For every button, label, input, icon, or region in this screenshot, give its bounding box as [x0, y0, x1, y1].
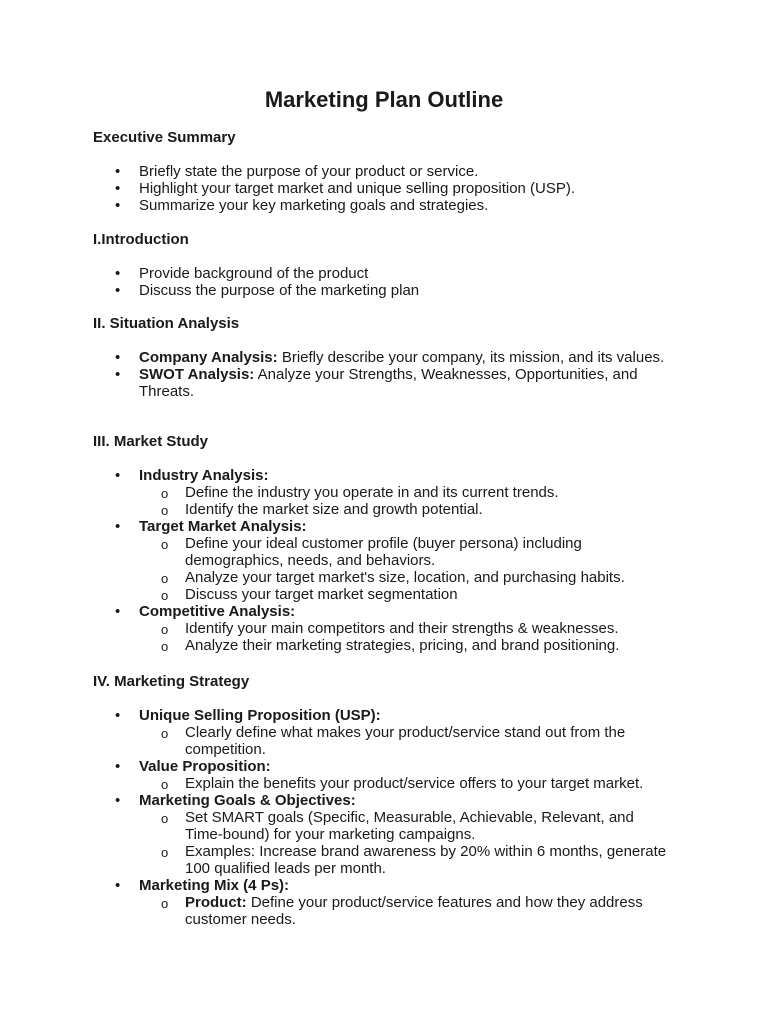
bullet-icon: • [115, 349, 121, 366]
sub-list-item: o Set SMART goals (Specific, Measurable, Achievable, Relevant, and Time-bound) for your marketing campaigns. [161, 809, 634, 843]
bullet-icon: • [115, 792, 121, 809]
sub-list [139, 620, 668, 654]
section-heading: Executive Summary [93, 129, 236, 146]
circle-bullet-icon: o [161, 777, 169, 792]
circle-bullet-icon: o [161, 896, 169, 911]
bullet-icon: • [115, 180, 121, 197]
sub-list-item: o Define your ideal customer profile (buyer persona) including demographics, needs, and behaviors. [161, 535, 582, 569]
sub-list-item: o Identify the market size and growth potential. [161, 501, 483, 518]
section-introduction [93, 231, 668, 299]
section-heading: I.Introduction [93, 231, 189, 248]
list-item: • SWOT Analysis: Analyze your Strengths, Weaknesses, Opportunities, and Threats. [115, 366, 638, 400]
circle-bullet-icon: o [161, 537, 169, 552]
section-situation-analysis [93, 315, 668, 400]
sub-list-item: o Analyze their marketing strategies, pricing, and brand positioning. [161, 637, 620, 654]
sub-list [139, 724, 668, 758]
sub-list-item: o Identify your main competitors and their strengths & weaknesses. [161, 620, 619, 637]
list-item: • Value Proposition: o Explain the benefits your product/service offers to your target market. [93, 758, 668, 792]
bullet-icon: • [115, 758, 121, 775]
bullet-icon: • [115, 603, 121, 620]
bullet-icon: • [115, 467, 121, 484]
bullet-icon: • [115, 282, 121, 299]
circle-bullet-icon: o [161, 726, 169, 741]
list-item: • Competitive Analysis: o Identify your main competitors and their strengths & weaknesses. o Analyze their marketing strategies, pricing, and brand positioning. [93, 603, 668, 654]
section-marketing-strategy [93, 673, 668, 928]
section-heading: III. Market Study [93, 433, 209, 450]
list-item: • Discuss the purpose of the marketing plan [115, 282, 420, 299]
section-heading: II. Situation Analysis [93, 315, 240, 332]
circle-bullet-icon: o [161, 503, 169, 518]
list-item: • Provide background of the product [115, 265, 369, 282]
list-item: • Target Market Analysis: o Define your ideal customer profile (buyer persona) including demographics, needs, and behaviors. o Analyze your target market's size, location, and purchasing habits. o Discuss your target market segmentation [93, 518, 668, 603]
bullet-list [93, 707, 668, 928]
section-executive-summary [93, 129, 668, 214]
list-item: • Company Analysis: Briefly describe your company, its mission, and its values. [115, 349, 665, 366]
circle-bullet-icon: o [161, 639, 169, 654]
bullet-icon: • [115, 518, 121, 535]
list-item: • Marketing Mix (4 Ps): o Product: Define your product/service features and how they address customer needs. [93, 877, 668, 928]
sub-list [139, 535, 668, 603]
list-item: • Summarize your key marketing goals and strategies. [115, 197, 489, 214]
bullet-icon: • [115, 163, 121, 180]
bullet-icon: • [115, 197, 121, 214]
sub-list [139, 894, 668, 928]
bullet-list [93, 265, 668, 299]
bullet-list [93, 163, 668, 214]
list-item: • Briefly state the purpose of your product or service. [115, 163, 479, 180]
sub-list-item: o Analyze your target market's size, location, and purchasing habits. [161, 569, 625, 586]
bullet-list [93, 467, 668, 654]
document-title: Marketing Plan Outline [264, 87, 504, 112]
sub-list-item: o Explain the benefits your product/service offers to your target market. [161, 775, 644, 792]
sub-list [139, 484, 668, 518]
bullet-icon: • [115, 707, 121, 724]
bullet-icon: • [115, 265, 121, 282]
circle-bullet-icon: o [161, 588, 169, 603]
bullet-icon: • [115, 877, 121, 894]
sub-list [139, 775, 668, 792]
list-item: • Unique Selling Proposition (USP): o Clearly define what makes your product/service stand out from the competition. [93, 707, 668, 758]
list-item: • Industry Analysis: o Define the industry you operate in and its current trends. o Identify the market size and growth potential. [93, 467, 668, 518]
sub-list-item: o Product: Define your product/service features and how they address customer needs. [161, 894, 643, 928]
sub-list [139, 809, 668, 877]
circle-bullet-icon: o [161, 486, 169, 501]
circle-bullet-icon: o [161, 811, 169, 826]
circle-bullet-icon: o [161, 845, 169, 860]
list-item: • Highlight your target market and unique selling proposition (USP). [115, 180, 576, 197]
sub-list-item: o Clearly define what makes your product/service stand out from the competition. [161, 724, 626, 758]
circle-bullet-icon: o [161, 571, 169, 586]
list-item: • Marketing Goals & Objectives: o Set SMART goals (Specific, Measurable, Achievable, Relevant, and Time-bound) for your marketing campaigns. o Examples: Increase brand awareness by 20% within 6 months, generate 100 qualified leads per month. [115, 792, 667, 877]
sub-list-item: o Define the industry you operate in and its current trends. [161, 484, 559, 501]
bullet-icon: • [115, 366, 121, 383]
section-market-study [93, 433, 668, 654]
sub-list-item: o Examples: Increase brand awareness by 20% within 6 months, generate 100 qualified leads per month. [161, 843, 667, 877]
bullet-list [93, 349, 668, 400]
circle-bullet-icon: o [161, 622, 169, 637]
sub-list-item: o Discuss your target market segmentation [161, 586, 458, 603]
section-heading: IV. Marketing Strategy [93, 673, 250, 690]
